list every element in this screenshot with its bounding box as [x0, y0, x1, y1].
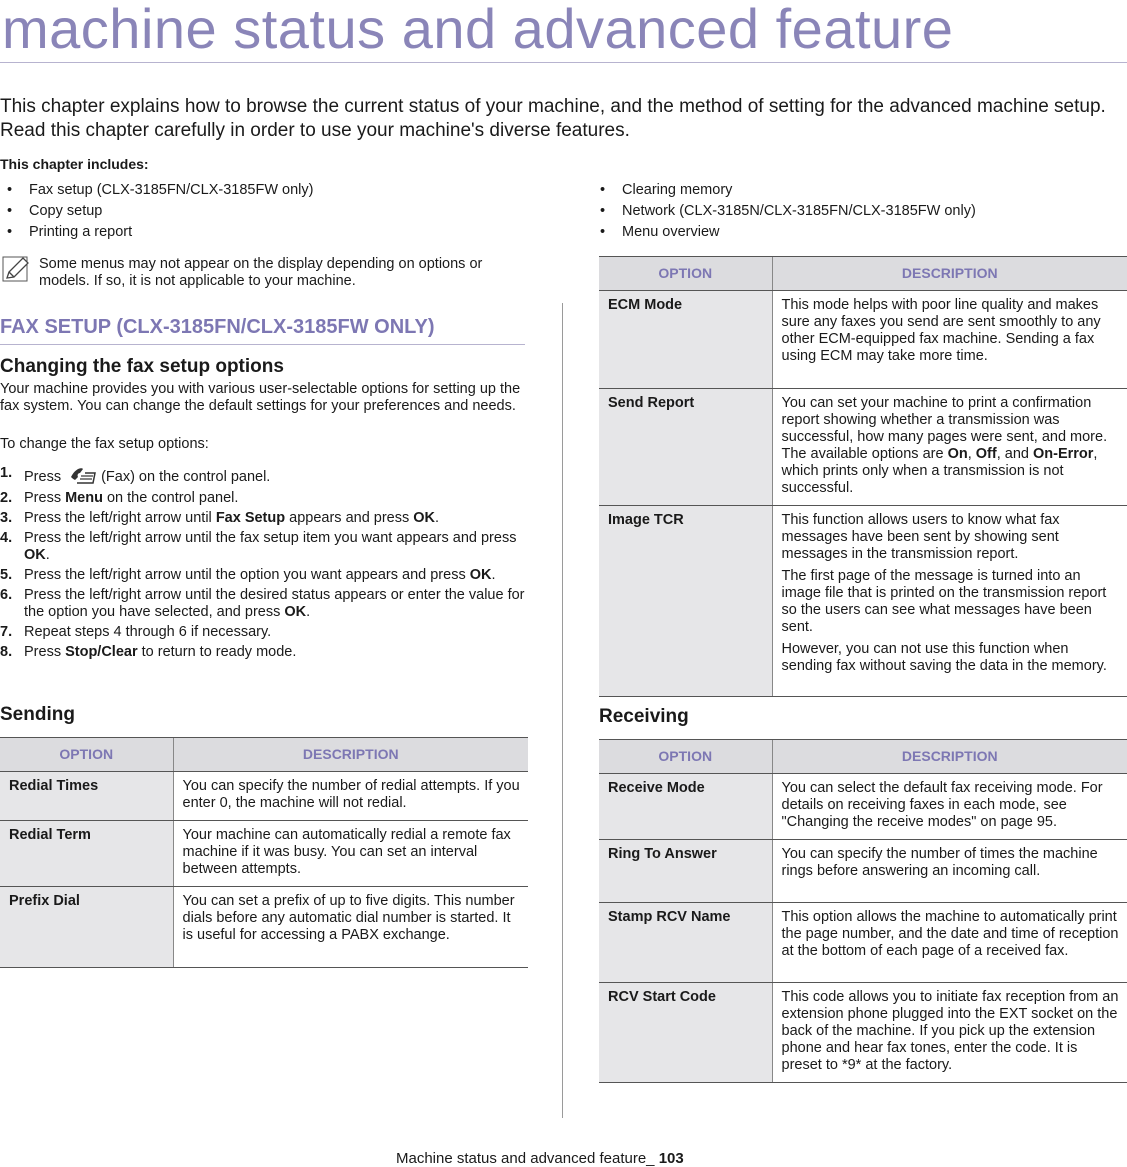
- step-keyword: OK: [413, 510, 436, 526]
- receiving-table: [599, 739, 1127, 1083]
- includes-label: This chapter includes:: [0, 156, 149, 172]
- step-number: 3.: [0, 510, 13, 526]
- includes-item: • Copy setup: [5, 201, 313, 222]
- step-text: Press: [24, 490, 66, 506]
- step: [0, 567, 525, 584]
- table-row: [0, 772, 528, 821]
- step-number: 5.: [0, 567, 13, 583]
- receiving-heading: Receiving: [599, 706, 689, 727]
- step-keyword: OK: [24, 547, 46, 563]
- step-keyword: Stop/Clear: [65, 644, 138, 660]
- step-keyword: OK: [469, 567, 492, 583]
- step-number: 7.: [0, 624, 13, 640]
- table-row: [599, 291, 1127, 389]
- option-description: [772, 389, 1127, 506]
- includes-list-right: [598, 180, 976, 243]
- option-name: Redial Term: [0, 821, 173, 887]
- chapter-intro: This chapter explains how to browse the current status of your machine, and the method of setting for the advanced machine setup. Read this chapter carefully in order to use your machine's diverse features.: [0, 96, 1106, 141]
- changing-paragraph: To change the fax setup options:: [0, 436, 209, 452]
- step: [0, 644, 525, 661]
- description-text: , which prints only when a transmission is not successful.: [781, 446, 1098, 496]
- option-header: OPTION: [0, 738, 173, 772]
- note-text: Some menus may not appear on the display depending on options or models. If so, it is not applicable to your machine.: [39, 256, 483, 289]
- fax-icon: [67, 465, 99, 487]
- option-name: Prefix Dial: [0, 887, 173, 968]
- step-text: Press: [24, 644, 66, 660]
- step-text: .: [435, 510, 440, 526]
- table-header-row: [599, 257, 1127, 291]
- option-description: [772, 506, 1127, 697]
- step-text: appears and press: [285, 510, 414, 526]
- description-paragraph: The first page of the message is turned into an image file that is printed on the transmission report so the users can see what messages have been sent.: [781, 568, 1107, 635]
- title-rule: [0, 62, 1127, 63]
- table-header-row: [599, 740, 1127, 774]
- step: [0, 465, 525, 487]
- step-number: 6.: [0, 587, 13, 603]
- changing-paragraph: Your machine provides you with various user-selectable options for setting up the fax system. You can change the default settings for your preferences and needs.: [0, 381, 521, 414]
- option-name: Redial Times: [0, 772, 173, 821]
- includes-item: • Menu overview: [598, 222, 976, 243]
- option-name: Send Report: [599, 389, 772, 506]
- table-row: [599, 840, 1127, 903]
- step-text: (Fax) on the control panel.: [101, 469, 271, 485]
- footer-text: Machine status and advanced feature_: [396, 1150, 659, 1167]
- step: [0, 490, 525, 507]
- step-keyword: OK: [284, 604, 307, 620]
- section-title: FAX SETUP (CLX-3185FN/CLX-3185FW ONLY): [0, 316, 435, 338]
- table-row: [599, 903, 1127, 983]
- step: [0, 624, 525, 641]
- section-rule: [0, 344, 525, 345]
- step-text: .: [306, 604, 311, 620]
- includes-list-left: [5, 180, 313, 243]
- column-divider: [562, 303, 563, 1118]
- step-text: on the control panel.: [102, 490, 239, 506]
- step-text: Press: [24, 469, 62, 485]
- option-header: OPTION: [599, 257, 772, 291]
- table-row: [0, 821, 528, 887]
- option-name: RCV Start Code: [599, 983, 772, 1083]
- table-header-row: [0, 738, 528, 772]
- option-header: OPTION: [599, 740, 772, 774]
- table-row: [599, 389, 1127, 506]
- step-text: Repeat steps 4 through 6 if necessary.: [24, 624, 272, 640]
- pencil-note-icon: [2, 256, 30, 282]
- step-keyword: Menu: [65, 490, 103, 506]
- chapter-title: machine status and advanced feature: [2, 0, 954, 60]
- sending-heading: Sending: [0, 704, 75, 725]
- option-description: Your machine can automatically redial a remote fax machine if it was busy. You can set an interval between attempts.: [173, 821, 528, 887]
- steps-list: [0, 465, 525, 664]
- description-header: DESCRIPTION: [173, 738, 528, 772]
- option-value: Off: [975, 446, 997, 462]
- option-name: Image TCR: [599, 506, 772, 697]
- option-name: ECM Mode: [599, 291, 772, 389]
- step: [0, 530, 525, 564]
- option-description: This option allows the machine to automatically print the page number, and the date and time of reception at the bottom of each page of a received fax.: [772, 903, 1127, 983]
- step-keyword: Fax Setup: [215, 510, 286, 526]
- step-text: Press the left/right arrow until the option you want appears and press: [24, 567, 470, 583]
- table-row: [599, 983, 1127, 1083]
- option-name: Receive Mode: [599, 774, 772, 840]
- option-description: You can specify the number of times the machine rings before answering an incoming call.: [772, 840, 1127, 903]
- includes-item: • Fax setup (CLX-3185FN/CLX-3185FW only): [5, 180, 313, 201]
- description-text: You can set your machine to print a confirmation report showing whether a transmission was successful, how many pages were sent, and more. The available options are: [781, 395, 1108, 462]
- sending-table-continued: [599, 256, 1127, 697]
- option-name: Stamp RCV Name: [599, 903, 772, 983]
- option-description: You can specify the number of redial attempts. If you enter 0, the machine will not redial.: [173, 772, 528, 821]
- option-description: You can set a prefix of up to five digits. This number dials before any automatic dial number is started. It is useful for accessing a PABX exchange.: [173, 887, 528, 968]
- includes-item: • Clearing memory: [598, 180, 976, 201]
- step: [0, 587, 525, 621]
- step-text: to return to ready mode.: [137, 644, 297, 660]
- step-text: Press the left/right arrow until the desired status appears or enter the value for the option you have selected, and press: [24, 587, 525, 620]
- step-number: 1.: [0, 465, 13, 481]
- page-number: 103: [658, 1150, 684, 1167]
- description-text: ,: [967, 446, 976, 462]
- changing-heading: Changing the fax setup options: [0, 356, 284, 377]
- step-number: 8.: [0, 644, 13, 660]
- option-value: On-Error: [1032, 446, 1094, 462]
- option-description: You can select the default fax receiving mode. For details on receiving faxes in each mode, see "Changing the receive modes" on page 95.: [772, 774, 1127, 840]
- includes-item: • Network (CLX-3185N/CLX-3185FN/CLX-3185FW only): [598, 201, 976, 222]
- option-name: Ring To Answer: [599, 840, 772, 903]
- step-text: .: [491, 567, 496, 583]
- step-text: Press the left/right arrow until: [24, 510, 216, 526]
- option-description: This mode helps with poor line quality and makes sure any faxes you send are sent smoothly to any other ECM-equipped fax machine. Sending a fax using ECM may take more time.: [772, 291, 1127, 389]
- page-footer: [396, 1150, 684, 1167]
- step: [0, 510, 525, 527]
- table-row: [599, 506, 1127, 697]
- includes-item: • Printing a report: [5, 222, 313, 243]
- description-header: DESCRIPTION: [772, 257, 1127, 291]
- table-row: [599, 774, 1127, 840]
- description-paragraph: This function allows users to know what fax messages have been sent by showing sent messages in the transmission report.: [781, 512, 1060, 562]
- step-number: 2.: [0, 490, 13, 506]
- option-description: This code allows you to initiate fax reception from an extension phone plugged into the EXT socket on the back of the machine. If you pick up the extension phone and hear fax tones, enter the code. It is preset to *9* at the factory.: [772, 983, 1127, 1083]
- step-text: Press the left/right arrow until the fax setup item you want appears and press: [24, 530, 517, 546]
- option-value: On: [947, 446, 968, 462]
- table-row: [0, 887, 528, 968]
- step-text: .: [45, 547, 50, 563]
- step-number: 4.: [0, 530, 13, 546]
- description-text: , and: [996, 446, 1033, 462]
- description-header: DESCRIPTION: [772, 740, 1127, 774]
- description-paragraph: However, you can not use this function when sending fax without saving the data in the memory.: [781, 641, 1107, 674]
- sending-table: [0, 737, 528, 968]
